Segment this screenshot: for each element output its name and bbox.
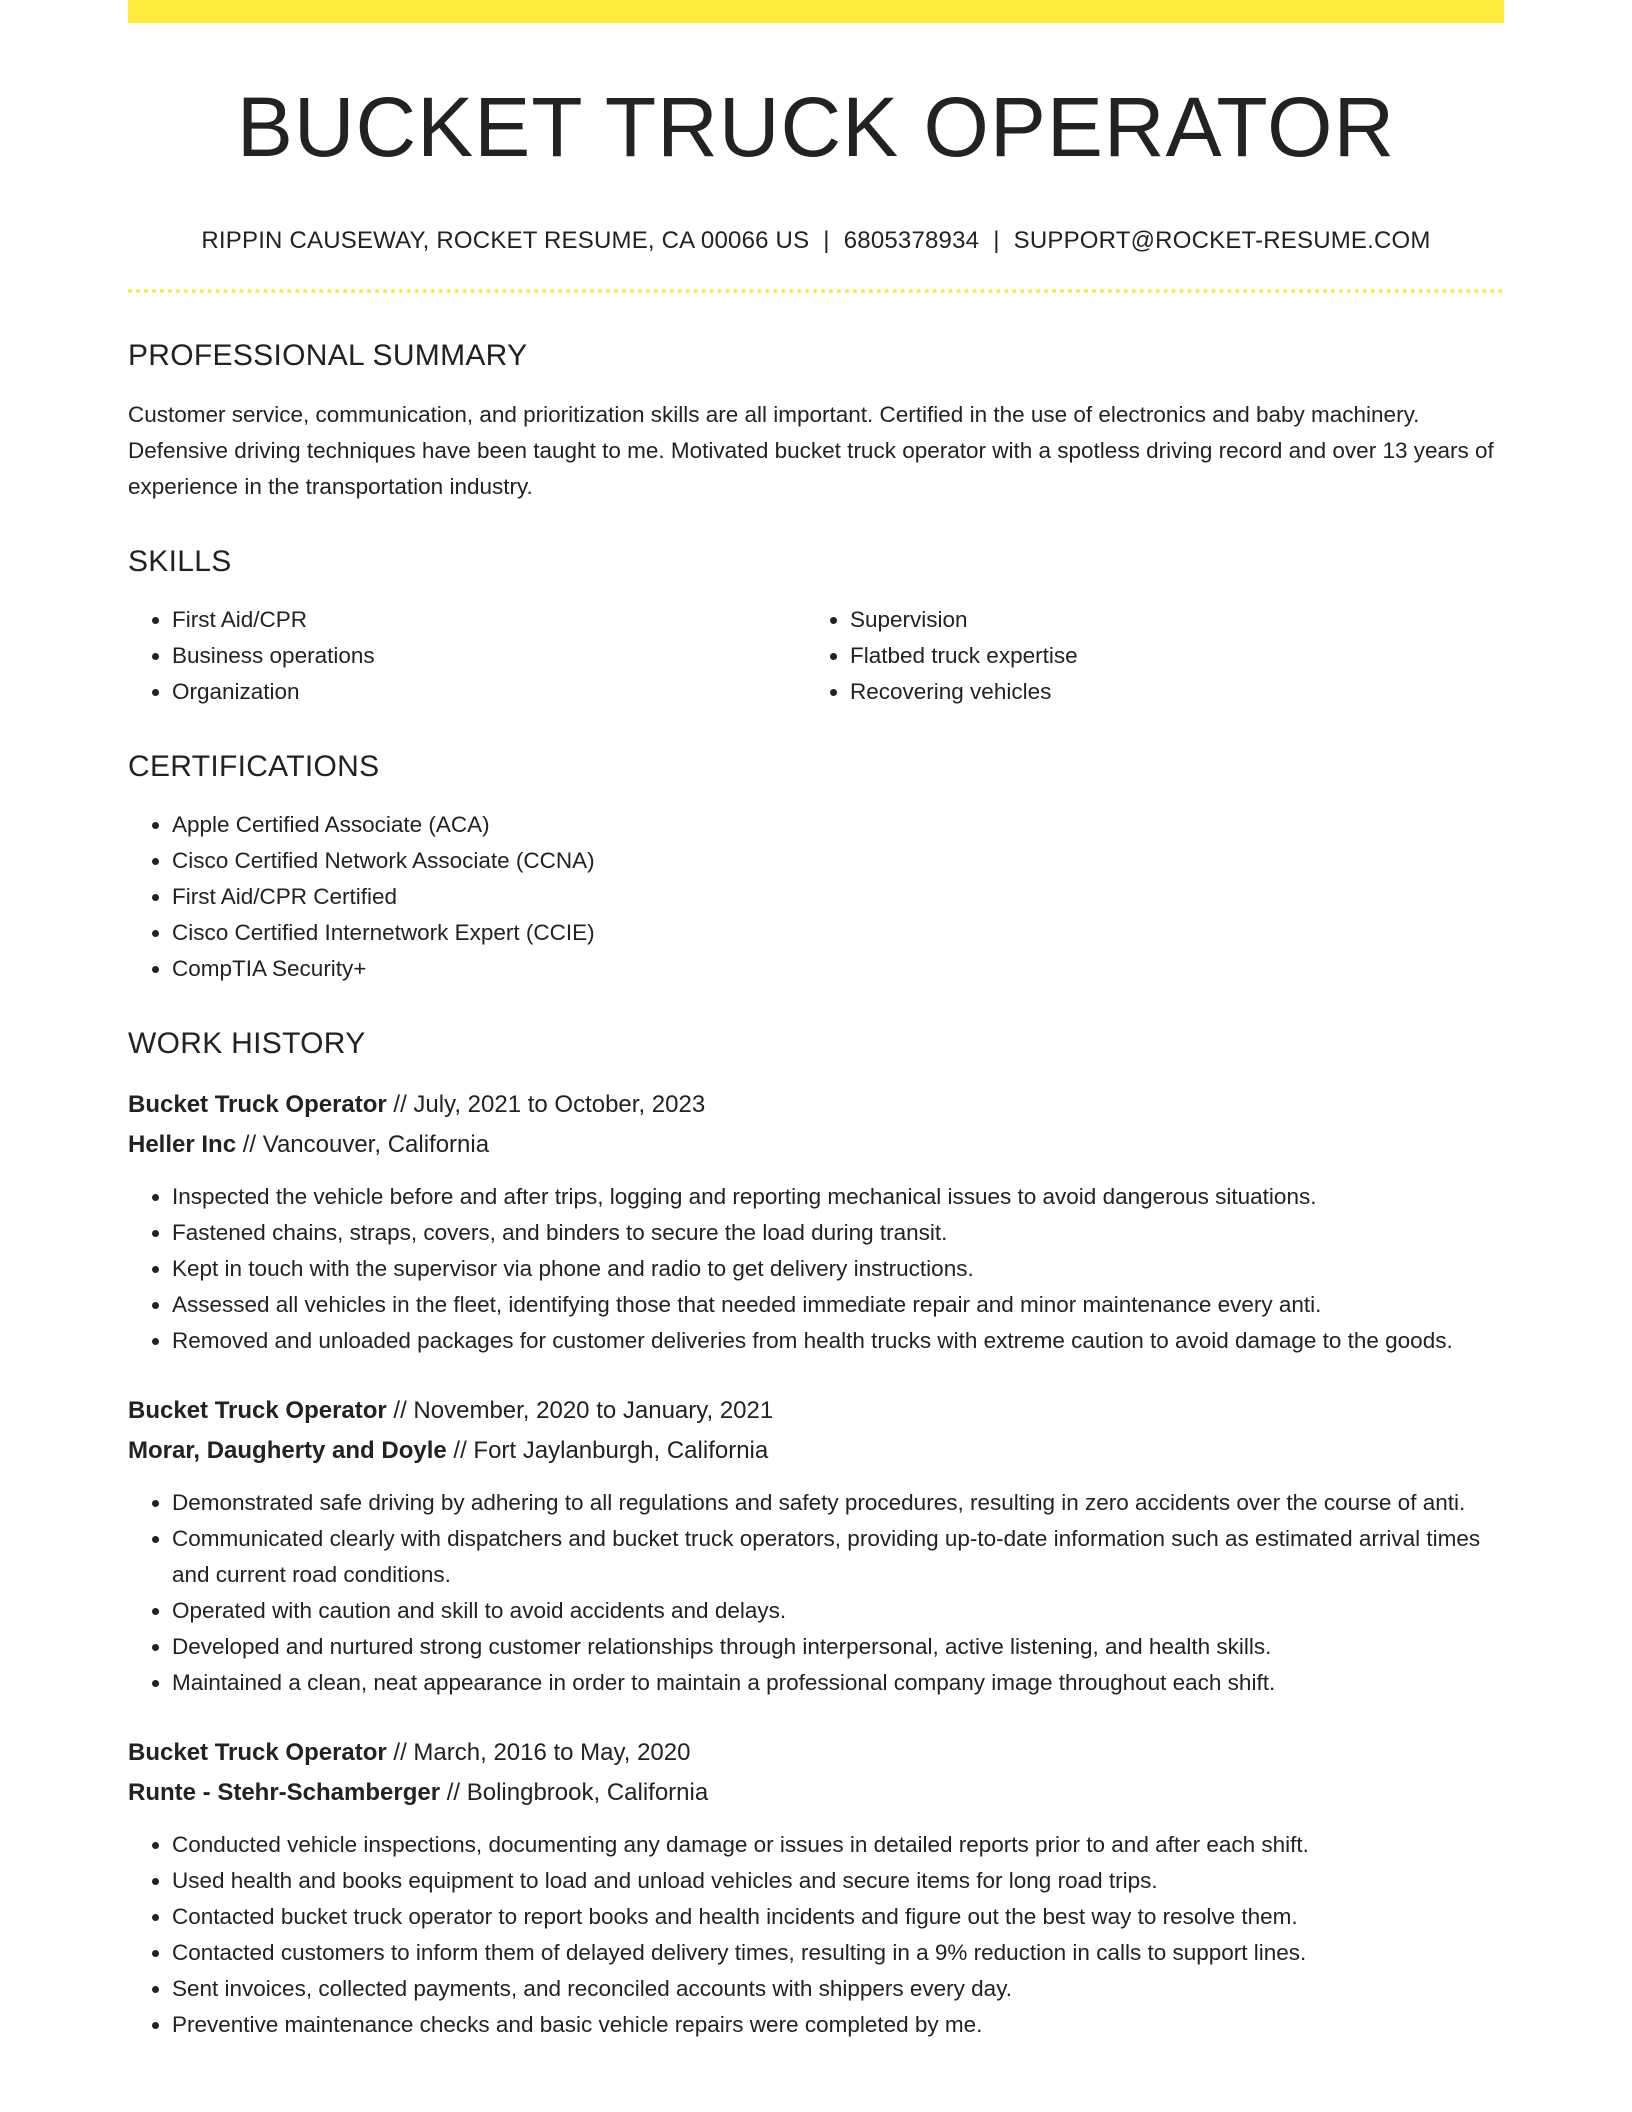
contact-phone: 6805378934 [843, 227, 980, 255]
job-bullet: • Removed and unloaded packages for customer deliveries from health trucks with extreme caution to avoid damage to the goods. [172, 1323, 1504, 1359]
skill-item: • First Aid/CPR [172, 602, 806, 638]
job-company: Runte - Stehr-Schamberger [128, 1779, 441, 1807]
header-divider [128, 289, 1504, 293]
job-role: Bucket Truck Operator [128, 1397, 387, 1425]
job-bullet: • Developed and nurtured strong customer relationships through interpersonal, active listening, and health skills. [172, 1629, 1504, 1665]
job-bullet: • Maintained a clean, neat appearance in order to maintain a professional company image throughout each shift. [172, 1665, 1504, 1701]
certification-item: • Cisco Certified Network Associate (CCNA) [172, 843, 1504, 879]
job-dates: // November, 2020 to January, 2021 [386, 1397, 774, 1425]
contact-separator: | [993, 227, 1000, 255]
skill-item: • Flatbed truck expertise [850, 638, 1484, 674]
skill-item: • Recovering vehicles [850, 674, 1484, 710]
certifications-heading: CERTIFICATIONS [128, 750, 380, 784]
contact-address: RIPPIN CAUSEWAY, ROCKET RESUME, CA 00066 US [201, 227, 810, 255]
contact-line [128, 227, 1504, 255]
contact-separator: | [823, 227, 830, 255]
job-bullet: • Demonstrated safe driving by adhering to all regulations and safety procedures, resulting in zero accidents over the course of anti. [172, 1485, 1504, 1521]
skill-item: • Organization [172, 674, 806, 710]
job-role-line [128, 1391, 1504, 1431]
job-location: // Bolingbrook, California [440, 1779, 709, 1807]
job-bullets [128, 1827, 1504, 2043]
job-role: Bucket Truck Operator [128, 1091, 387, 1119]
summary-text: Customer service, communication, and prioritization skills are all important. Certified in the use of electronics and baby machinery. Defensive driving techniques have been taught to me. Motivated bucket truck operator with a spotless driving record and over 13 years of experience in the transportation industry. [128, 402, 1494, 500]
job-bullet: • Kept in touch with the supervisor via phone and radio to get delivery instructions. [172, 1251, 1504, 1287]
top-accent-bar [128, 0, 1504, 23]
job-bullet: • Conducted vehicle inspections, documenting any damage or issues in detailed reports prior to and after each shift. [172, 1827, 1504, 1863]
resume-name: BUCKET TRUCK OPERATOR [236, 80, 1396, 174]
resume-page [128, 0, 1504, 2043]
job-bullet: • Sent invoices, collected payments, and reconciled accounts with shippers every day. [172, 1971, 1504, 2007]
job-bullets [128, 1485, 1504, 1701]
skills-list-left [128, 602, 806, 710]
job-dates: // July, 2021 to October, 2023 [386, 1091, 706, 1119]
job-bullet: • Operated with caution and skill to avoid accidents and delays. [172, 1593, 1504, 1629]
job-bullet: • Contacted bucket truck operator to report books and health incidents and figure out the best way to resolve them. [172, 1899, 1504, 1935]
job-bullet: • Assessed all vehicles in the fleet, identifying those that needed immediate repair and minor maintenance every anti. [172, 1287, 1504, 1323]
certifications-list [128, 807, 1504, 987]
job-bullets [128, 1179, 1504, 1359]
job-company: Heller Inc [128, 1131, 237, 1159]
contact-email: SUPPORT@ROCKET-RESUME.COM [1013, 227, 1431, 255]
job-bullet: • Communicated clearly with dispatchers and bucket truck operators, providing up-to-date information such as estimated arrival times and current road conditions. [172, 1521, 1504, 1593]
job-location: // Fort Jaylanburgh, California [446, 1437, 769, 1465]
certification-item: • Cisco Certified Internetwork Expert (CCIE) [172, 915, 1504, 951]
job-entry [128, 1391, 1504, 1701]
certification-item: • First Aid/CPR Certified [172, 879, 1504, 915]
summary-heading: PROFESSIONAL SUMMARY [128, 339, 528, 373]
job-bullet: • Contacted customers to inform them of delayed delivery times, resulting in a 9% reduction in calls to support lines. [172, 1935, 1504, 1971]
job-role-line [128, 1733, 1504, 1773]
job-entry [128, 1733, 1504, 2043]
job-company-line [128, 1125, 1504, 1165]
certification-item: • CompTIA Security+ [172, 951, 1504, 987]
job-bullet: • Preventive maintenance checks and basic vehicle repairs were completed by me. [172, 2007, 1504, 2043]
job-role: Bucket Truck Operator [128, 1739, 387, 1767]
job-dates: // March, 2016 to May, 2020 [386, 1739, 691, 1767]
job-entry [128, 1085, 1504, 1359]
certification-item: • Apple Certified Associate (ACA) [172, 807, 1504, 843]
work-history-heading: WORK HISTORY [128, 1027, 366, 1061]
job-bullet: • Inspected the vehicle before and after trips, logging and reporting mechanical issues to avoid dangerous situations. [172, 1179, 1504, 1215]
job-company: Morar, Daugherty and Doyle [128, 1437, 447, 1465]
skill-item: • Business operations [172, 638, 806, 674]
skills-heading: SKILLS [128, 545, 232, 579]
job-role-line [128, 1085, 1504, 1125]
job-bullet: • Used health and books equipment to load and unload vehicles and secure items for long road trips. [172, 1863, 1504, 1899]
job-bullet: • Fastened chains, straps, covers, and binders to secure the load during transit. [172, 1215, 1504, 1251]
job-location: // Vancouver, California [236, 1131, 490, 1159]
skills-list-right [806, 602, 1484, 710]
skill-item: • Supervision [850, 602, 1484, 638]
job-company-line [128, 1773, 1504, 1813]
skills-grid [128, 602, 1504, 710]
job-company-line [128, 1431, 1504, 1471]
